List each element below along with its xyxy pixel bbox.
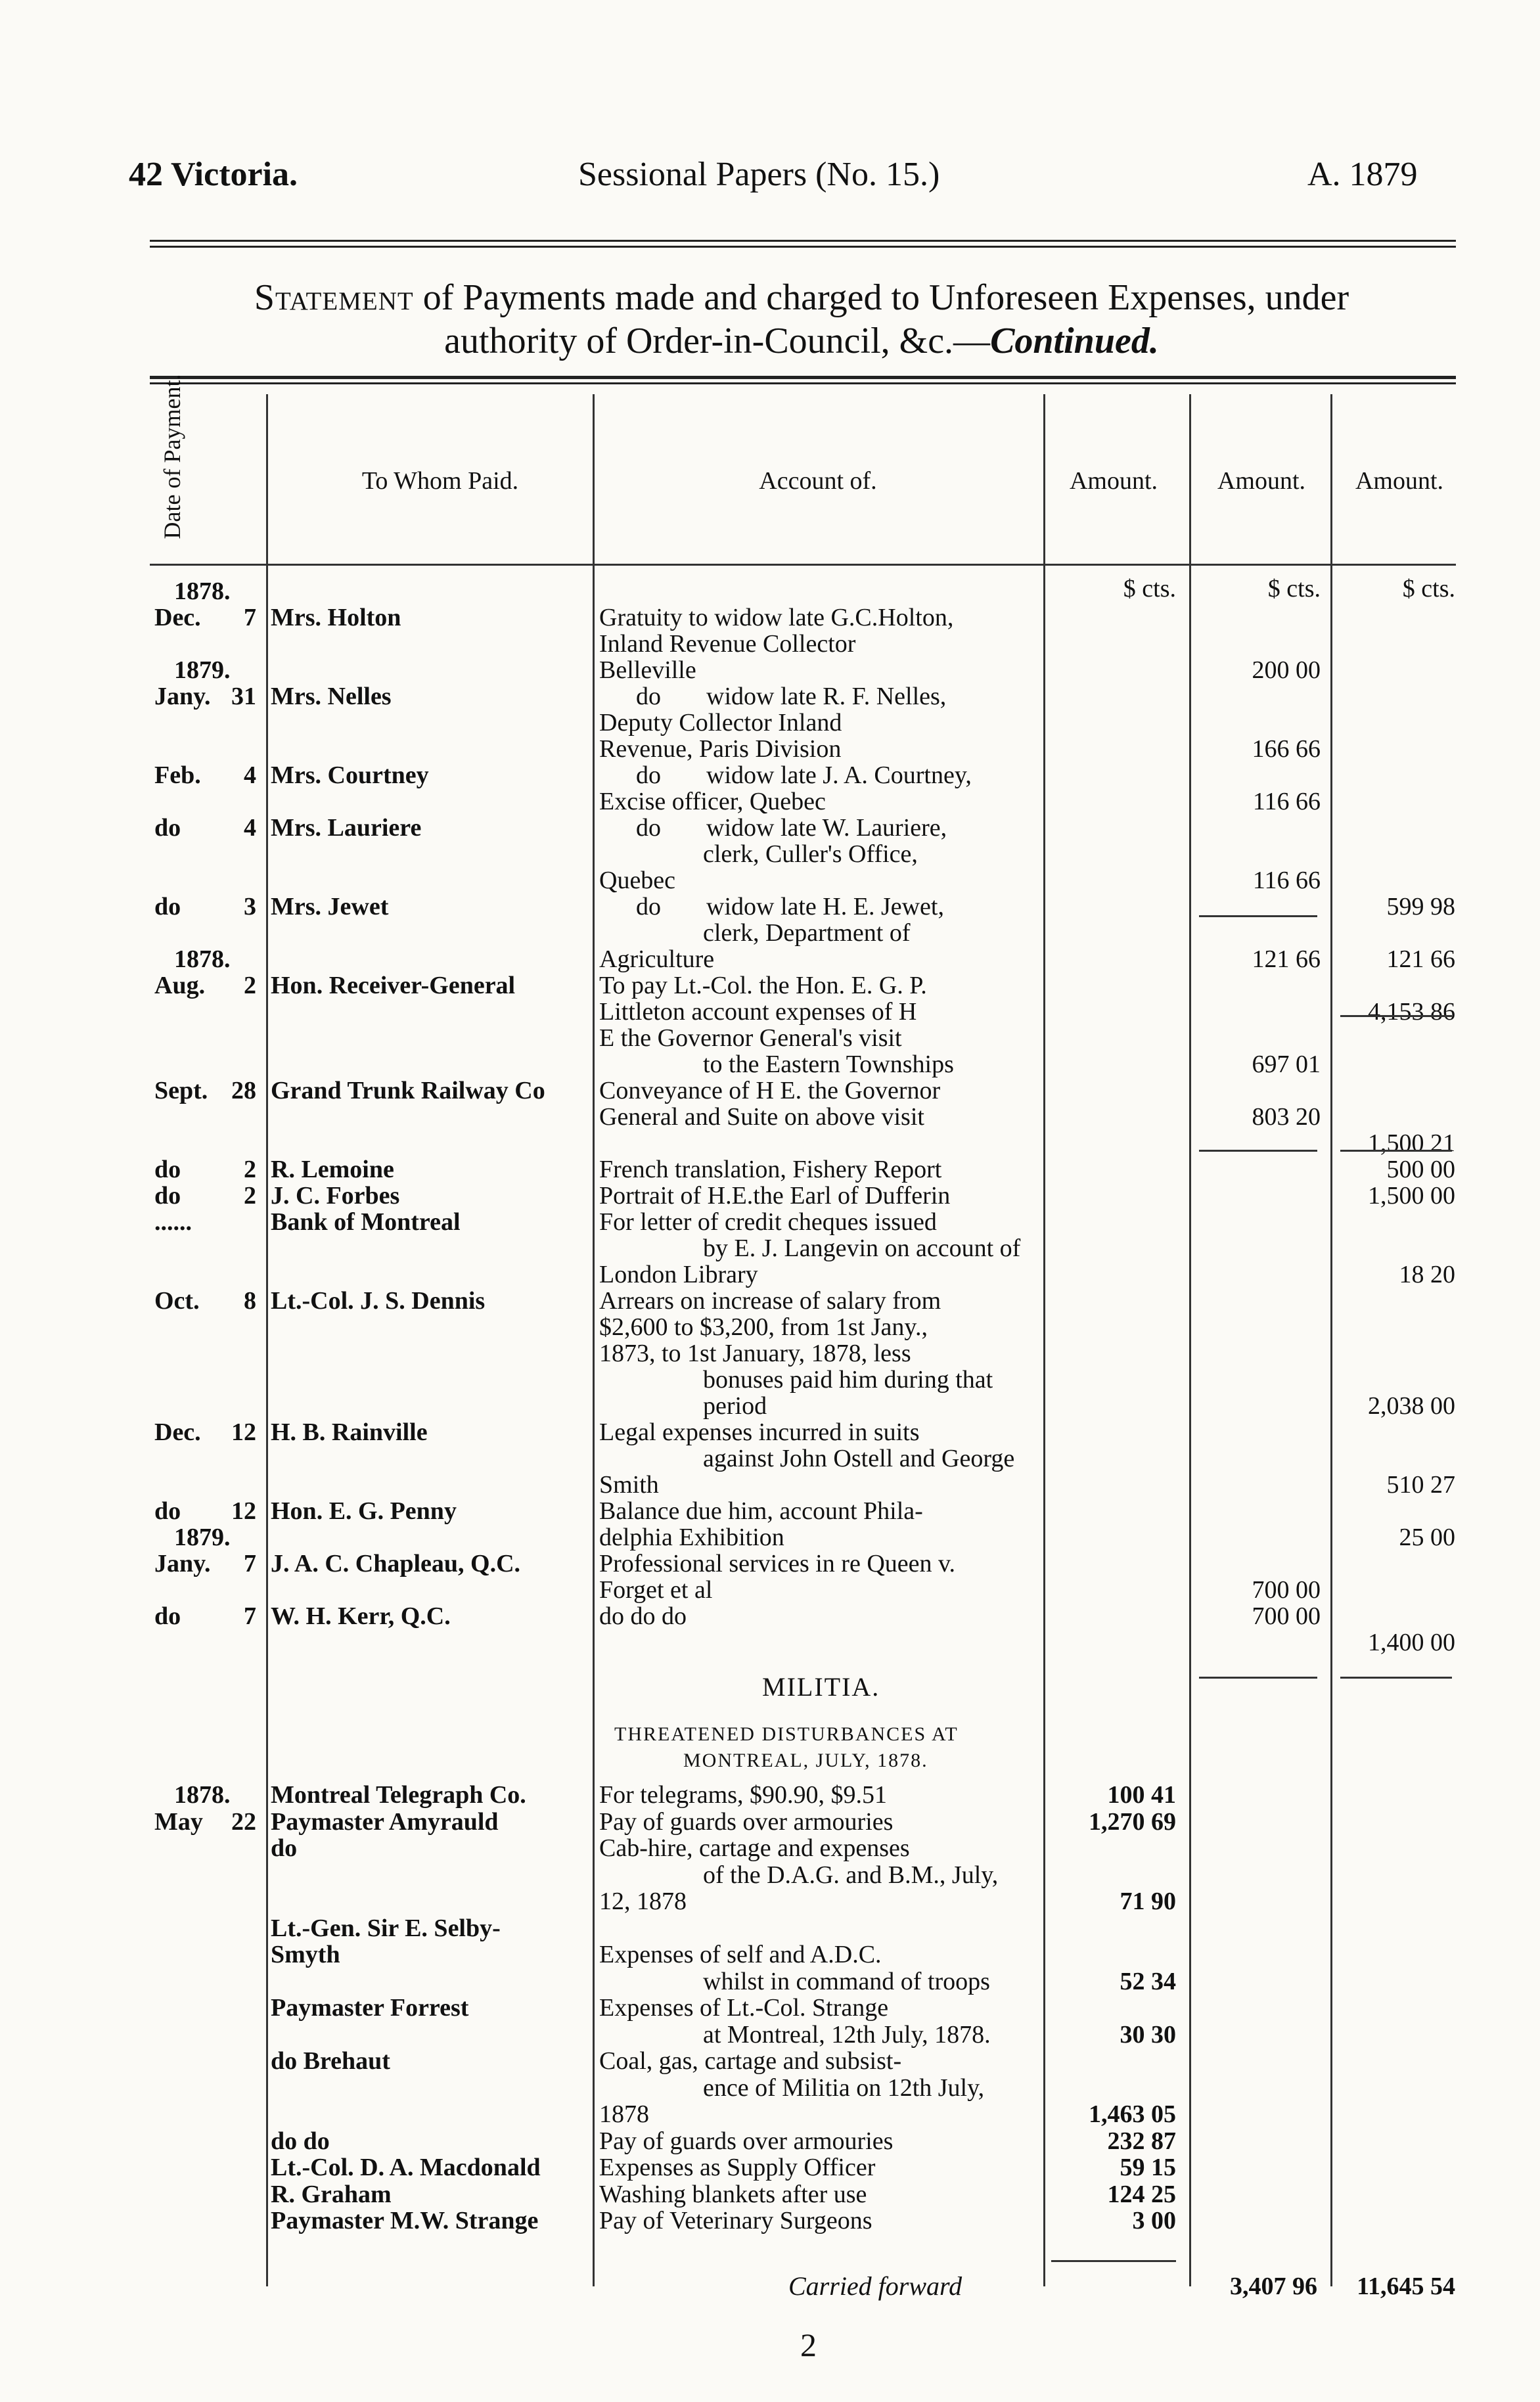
account-description: Excise officer, Quebec <box>599 788 826 815</box>
header-rule-2 <box>150 246 1456 248</box>
payment-month: Sept. <box>154 1077 208 1104</box>
account-description: 1873, to 1st January, 1878, less <box>599 1340 911 1367</box>
account-description: Gratuity to widow late G.C.Holton, <box>599 604 954 631</box>
account-description: against John Ostell and George <box>703 1445 1015 1472</box>
account-description: Balance due him, account Phila- <box>599 1497 923 1525</box>
payment-month: do <box>154 814 181 842</box>
account-description: 12, 1878 <box>599 1888 687 1915</box>
subtotal-rule <box>1199 1150 1317 1152</box>
payment-month: do <box>154 1602 181 1630</box>
payment-month: Feb. <box>154 761 201 789</box>
account-description: Expenses of Lt.-Col. Strange <box>599 1994 889 2022</box>
account-description: Inland Revenue Collector <box>599 630 856 658</box>
amount-col2: 697 01 <box>1252 1051 1321 1078</box>
account-description: whilst in command of troops <box>703 1967 990 1995</box>
account-description: Littleton account expenses of H <box>599 998 917 1026</box>
payee-name: Grand Trunk Railway Co <box>271 1077 545 1104</box>
payment-day: 2 <box>244 972 256 999</box>
account-description: Pay of Veterinary Surgeons <box>599 2207 872 2234</box>
payment-month: do <box>154 1182 181 1210</box>
col-amount1-header: Amount. <box>1069 467 1158 495</box>
title-continued: Continued. <box>990 321 1159 361</box>
payment-day: 31 <box>231 683 256 710</box>
col-amount3-header: Amount. <box>1355 467 1444 495</box>
account-description: ence of Militia on 12th July, <box>703 2073 985 2102</box>
payment-month: May <box>154 1807 203 1836</box>
payment-day: 7 <box>244 1602 256 1630</box>
account-ditto: do <box>636 814 661 842</box>
payment-year: 1879. <box>174 656 231 684</box>
account-description: Smith <box>599 1471 659 1499</box>
title-statement-word: Statement <box>254 277 414 318</box>
account-description: Portrait of H.E.the Earl of Dufferin <box>599 1182 951 1210</box>
payment-day: 12 <box>231 1418 256 1446</box>
payee-name: Mrs. Lauriere <box>271 814 422 842</box>
account-description: To pay Lt.-Col. the Hon. E. G. P. <box>599 972 927 999</box>
account-description: delphia Exhibition <box>599 1524 784 1551</box>
payment-day: 4 <box>244 761 256 789</box>
account-description: Professional services in re Queen v. <box>599 1550 956 1577</box>
payee-name: Mrs. Holton <box>271 604 401 631</box>
col-amount2-header: Amount. <box>1217 467 1306 495</box>
subtotal-rule <box>1199 1677 1317 1679</box>
militia-sub2: MONTREAL, JULY, 1878. <box>683 1750 928 1771</box>
subtotal-rule <box>1340 1677 1452 1679</box>
account-description: Washing blankets after use <box>599 2180 867 2208</box>
payment-month: Aug. <box>154 972 206 999</box>
amount-col1: 30 30 <box>1120 2020 1176 2049</box>
amount-col1: 59 15 <box>1120 2154 1176 2181</box>
amount-col3: 500 00 <box>1386 1156 1455 1183</box>
account-description: clerk, Department of <box>703 919 911 947</box>
payee-name: Paymaster M.W. Strange <box>271 2207 539 2234</box>
account-description: Belleville <box>599 656 696 684</box>
account-description: Expenses as Supply Officer <box>599 2154 876 2181</box>
title-line2: authority of Order-in-Council, &c.— <box>444 321 991 361</box>
col-date-header: Date of Payment. <box>159 374 185 539</box>
account-description: Legal expenses incurred in suits <box>599 1418 920 1446</box>
amount-col1: 52 34 <box>1120 1967 1176 1995</box>
amount-col2: 116 66 <box>1252 867 1321 894</box>
account-description: at Montreal, 12th July, 1878. <box>703 2020 991 2049</box>
amount-col3: 1,400 00 <box>1368 1629 1455 1656</box>
header-rule <box>150 240 1456 242</box>
payee-name: Mrs. Nelles <box>271 683 392 710</box>
payment-month: Jany. <box>154 683 211 710</box>
account-description: bonuses paid him during that <box>703 1366 993 1394</box>
payee-name: Lt.-Col. D. A. Macdonald <box>271 2154 541 2181</box>
amount-col1: 232 87 <box>1107 2127 1176 2155</box>
carried-total-2: 3,407 96 <box>1230 2273 1317 2300</box>
header-bottom-rule <box>150 564 1456 566</box>
payee-name: H. B. Rainville <box>271 1418 428 1446</box>
account-description: Pay of guards over armouries <box>599 1807 894 1836</box>
payee-name: R. Graham <box>271 2180 392 2208</box>
amount-col1: 1,270 69 <box>1089 1807 1176 1836</box>
col-account-header: Account of. <box>759 467 877 495</box>
account-description: Cab-hire, cartage and expenses <box>599 1834 910 1862</box>
header-center: Sessional Papers (No. 15.) <box>578 156 940 193</box>
payment-month: Oct. <box>154 1287 200 1315</box>
payment-day: 8 <box>244 1287 256 1315</box>
table-top-rule <box>150 376 1456 379</box>
payment-day: 7 <box>244 604 256 631</box>
payment-month: Jany. <box>154 1550 211 1577</box>
payee-name: Lt.-Gen. Sir E. Selby- <box>271 1914 501 1942</box>
subtotal-rule <box>1340 1150 1452 1152</box>
account-description: widow late J. A. Courtney, <box>706 761 972 789</box>
amount-col3: 599 98 <box>1386 893 1455 920</box>
amount-col2: 700 00 <box>1252 1576 1321 1604</box>
account-description: clerk, Culler's Office, <box>703 840 918 868</box>
payee-name: Hon. Receiver-General <box>271 972 516 999</box>
account-description: period <box>703 1392 767 1420</box>
payment-month: ...... <box>154 1208 192 1236</box>
amount-col3: 25 00 <box>1399 1524 1455 1551</box>
col-rule-5 <box>1330 394 1332 2286</box>
payment-month: Dec. <box>154 604 201 631</box>
amount-col1: 71 90 <box>1120 1888 1176 1915</box>
payment-year: 1879. <box>174 1524 231 1551</box>
amount-col2: 200 00 <box>1252 656 1321 684</box>
amount-col3: 18 20 <box>1399 1261 1455 1288</box>
account-ditto: do <box>636 761 661 789</box>
account-ditto: do <box>636 893 661 920</box>
payee-name: Smyth <box>271 1941 340 1968</box>
account-description: do do do <box>599 1602 687 1630</box>
units-amount2: $ cts. <box>1267 575 1321 602</box>
amount-col3: 1,500 21 <box>1368 1129 1455 1157</box>
account-description: $2,600 to $3,200, from 1st Jany., <box>599 1313 928 1341</box>
account-description: E the Governor General's visit <box>599 1024 902 1052</box>
payee-name: do <box>271 1834 298 1862</box>
payment-day: 2 <box>244 1156 256 1183</box>
units-amount1: $ cts. <box>1123 575 1176 602</box>
payment-month: do <box>154 1156 181 1183</box>
payee-name: Montreal Telegraph Co. <box>271 1781 526 1809</box>
subtotal-rule <box>1199 915 1317 917</box>
account-description: Revenue, Paris Division <box>599 735 842 763</box>
payment-year: 1878. <box>174 578 231 605</box>
payee-name: J. A. C. Chapleau, Q.C. <box>271 1550 521 1577</box>
account-description: to the Eastern Townships <box>703 1051 954 1078</box>
payee-name: Paymaster Forrest <box>271 1994 469 2022</box>
header-right: A. 1879 <box>1307 156 1418 193</box>
payee-name: Mrs. Courtney <box>271 761 429 789</box>
payment-month: do <box>154 893 181 920</box>
account-description: widow late H. E. Jewet, <box>706 893 944 920</box>
account-description: General and Suite on above visit <box>599 1103 924 1131</box>
amount-col2: 116 66 <box>1252 788 1321 815</box>
account-description: widow late R. F. Nelles, <box>706 683 947 710</box>
militia-heading: MILITIA. <box>762 1672 880 1702</box>
payee-name: Paymaster Amyrauld <box>271 1807 499 1836</box>
account-description: For letter of credit cheques issued <box>599 1208 937 1236</box>
col-rule-2 <box>593 394 595 2286</box>
amount-col3: 1,500 00 <box>1368 1182 1455 1210</box>
title-line1: of Payments made and charged to Unforeseen Expenses, under <box>413 277 1349 318</box>
carried-total-3: 11,645 54 <box>1357 2273 1455 2300</box>
col-rule-3 <box>1043 394 1045 2286</box>
payment-day: 4 <box>244 814 256 842</box>
amount-col3: 510 27 <box>1386 1471 1455 1499</box>
amount-col2: 803 20 <box>1252 1103 1321 1131</box>
payment-day: 7 <box>244 1550 256 1577</box>
amount-col3: 4,153 86 <box>1368 998 1455 1026</box>
account-description: Pay of guards over armouries <box>599 2127 894 2155</box>
carried-forward-label: Carried forward <box>788 2271 962 2301</box>
account-description: by E. J. Langevin on account of <box>703 1235 1021 1262</box>
amount-col2: 121 66 <box>1252 945 1321 973</box>
account-description: Expenses of self and A.D.C. <box>599 1941 882 1968</box>
table-top-rule-2 <box>150 382 1456 384</box>
units-amount3: $ cts. <box>1402 575 1455 602</box>
amount-col2: 166 66 <box>1252 735 1321 763</box>
account-description: London Library <box>599 1261 758 1288</box>
account-description: 1878 <box>599 2100 649 2128</box>
account-description: of the D.A.G. and B.M., July, <box>703 1861 999 1889</box>
amount-col1: 3 00 <box>1132 2207 1176 2234</box>
account-description: Arrears on increase of salary from <box>599 1287 941 1315</box>
payment-year: 1878. <box>174 945 231 973</box>
payee-name: Hon. E. G. Penny <box>271 1497 457 1525</box>
amount-col1: 100 41 <box>1107 1781 1176 1809</box>
payment-day: 12 <box>231 1497 256 1525</box>
militia-sub1: THREATENED DISTURBANCES AT <box>614 1723 959 1745</box>
payee-name: J. C. Forbes <box>271 1182 400 1210</box>
col-towhom-header: To Whom Paid. <box>361 467 519 495</box>
payee-name: do Brehaut <box>271 2047 390 2075</box>
payment-day: 22 <box>231 1807 256 1836</box>
payment-month: Dec. <box>154 1418 201 1446</box>
account-description: Forget et al <box>599 1576 713 1604</box>
account-description: Conveyance of H E. the Governor <box>599 1077 941 1104</box>
amount-col3: 121 66 <box>1386 945 1455 973</box>
account-ditto: do <box>636 683 661 710</box>
account-description: widow late W. Lauriere, <box>706 814 947 842</box>
payment-day: 2 <box>244 1182 256 1210</box>
amount-col1: 1,463 05 <box>1089 2100 1176 2128</box>
payee-name: Mrs. Jewet <box>271 893 389 920</box>
account-description: For telegrams, $90.90, $9.51 <box>599 1781 888 1809</box>
account-description: Coal, gas, cartage and subsist- <box>599 2047 902 2075</box>
account-description: Quebec <box>599 867 676 894</box>
amount-col3: 2,038 00 <box>1368 1392 1455 1420</box>
col-rule-4 <box>1189 394 1191 2286</box>
header-left: 42 Victoria. <box>129 156 298 193</box>
payment-day: 3 <box>244 893 256 920</box>
payee-name: Bank of Montreal <box>271 1208 461 1236</box>
payee-name: R. Lemoine <box>271 1156 394 1183</box>
account-description: French translation, Fishery Report <box>599 1156 942 1183</box>
page-number: 2 <box>800 2326 817 2363</box>
payee-name: Lt.-Col. J. S. Dennis <box>271 1287 486 1315</box>
payment-year: 1878. <box>174 1781 231 1809</box>
payee-name: do do <box>271 2127 330 2155</box>
amount-col2: 700 00 <box>1252 1602 1321 1630</box>
col-rule-1 <box>266 394 268 2286</box>
payment-day: 28 <box>231 1077 256 1104</box>
payee-name: W. H. Kerr, Q.C. <box>271 1602 451 1630</box>
subtotal-rule <box>1340 1015 1452 1017</box>
amount-col1: 124 25 <box>1107 2180 1176 2208</box>
account-description: Deputy Collector Inland <box>599 709 842 736</box>
payment-month: do <box>154 1497 181 1525</box>
account-description: Agriculture <box>599 945 715 973</box>
subtotal-rule <box>1051 2260 1176 2262</box>
statement-title <box>145 276 1459 363</box>
